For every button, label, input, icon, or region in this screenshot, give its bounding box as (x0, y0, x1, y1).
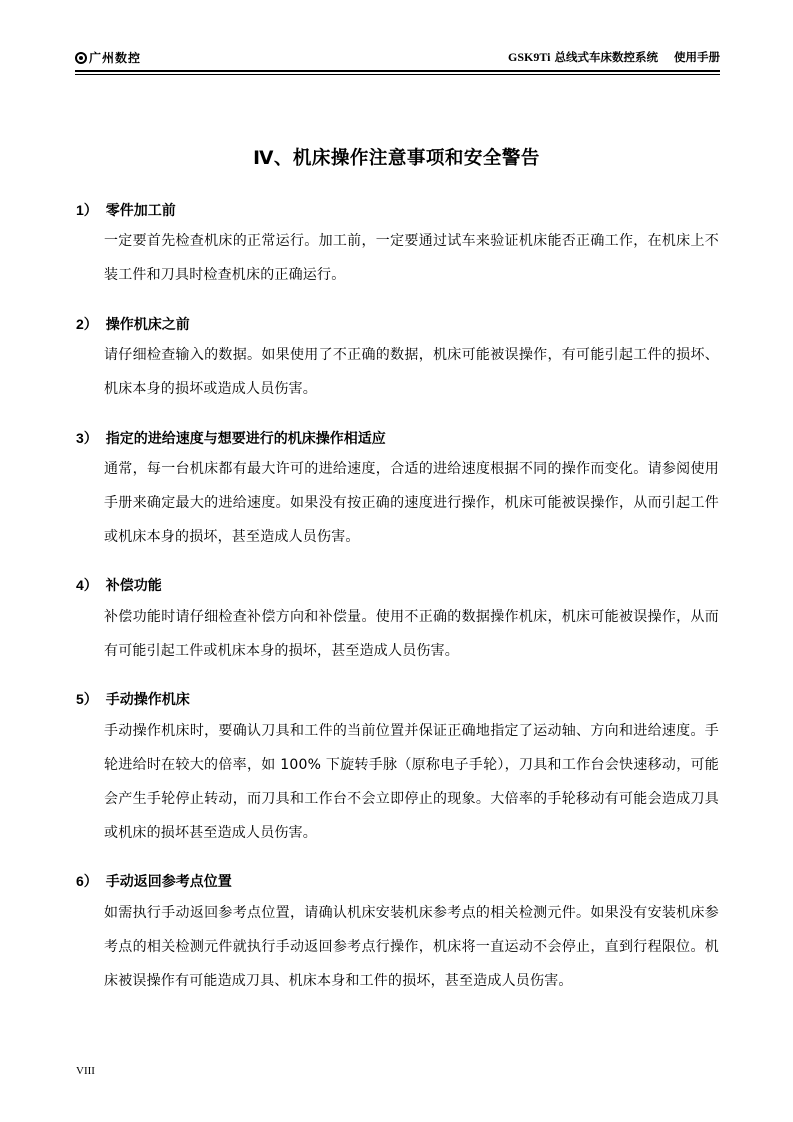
doc-name: 总线式车床数控系统 (554, 50, 658, 64)
section-number: 6） (76, 873, 98, 889)
section-heading-1 (76, 200, 176, 220)
section-number: 2） (76, 316, 98, 332)
section-body-1: 一定要首先检查机床的正常运行。加工前，一定要通过试车来验证机床能否正确工作，在机床上不装工件和刀具时检查机床的正确运行。 (104, 233, 719, 283)
section-title: 零件加工前 (105, 203, 176, 219)
section-title: 手动返回参考点位置 (105, 874, 232, 890)
section-body-3: 通常，每一台机床都有最大许可的进给速度，合适的进给速度根据不同的操作而变化。请参阅使用手册来确定最大的进给速度。如果没有按正确的速度进行操作，机床可能被误操作，从而引起工件或机床本身的损坏，甚至造成人员伤害。 (104, 461, 719, 545)
page-header (75, 44, 720, 72)
section-number: 5） (76, 691, 98, 707)
section-body-5: 手动操作机床时，要确认刀具和工件的当前位置并保证正确地指定了运动轴、方向和进给速度。手轮进给时在较大的倍率，如 100% 下旋转手脉（原称电子手轮），刀具和工作台会快速移动，可能会产生手轮停止转动，而刀具和工作台不会立即停止的现象。大倍率的手轮移动有可能会造成刀具或机床的损坏甚至造成人员伤害。 (104, 723, 719, 841)
page-title: Ⅳ、机床操作注意事项和安全警告 (253, 148, 540, 169)
section-heading-4 (76, 575, 162, 595)
page-number: VIII (76, 1065, 95, 1077)
document-title (508, 49, 720, 65)
section-heading-2 (76, 314, 190, 334)
section-number: 1） (76, 202, 98, 218)
section-number: 4） (76, 577, 98, 593)
logo-mark-icon (75, 52, 87, 64)
section-title: 手动操作机床 (105, 692, 190, 708)
doc-type: 使用手册 (674, 50, 720, 64)
section-body-2: 请仔细检查输入的数据。如果使用了不正确的数据，机床可能被误操作，有可能引起工件的损坏、机床本身的损坏或造成人员伤害。 (104, 347, 719, 397)
section-title: 操作机床之前 (105, 317, 190, 333)
section-heading-5 (76, 689, 190, 709)
section-heading-6 (76, 871, 232, 891)
section-heading-3 (76, 428, 386, 448)
section-body-6: 如需执行手动返回参考点位置，请确认机床安装机床参考点的相关检测元件。如果没有安装机床参考点的相关检测元件就执行手动返回参考点行操作，机床将一直运动不会停止，直到行程限位。机床被误操作有可能造成刀具、机床本身和工件的损坏，甚至造成人员伤害。 (104, 905, 719, 989)
section-title: 补偿功能 (105, 578, 162, 594)
doc-model: GSK9Ti (508, 50, 551, 64)
section-number: 3） (76, 430, 98, 446)
logo-text: 广州数控 (89, 51, 142, 65)
company-logo (75, 49, 141, 66)
section-title: 指定的进给速度与想要进行的机床操作相适应 (105, 431, 386, 447)
section-body-4: 补偿功能时请仔细检查补偿方向和补偿量。使用不正确的数据操作机床，机床可能被误操作，从而有可能引起工件或机床本身的损坏，甚至造成人员伤害。 (104, 609, 719, 659)
